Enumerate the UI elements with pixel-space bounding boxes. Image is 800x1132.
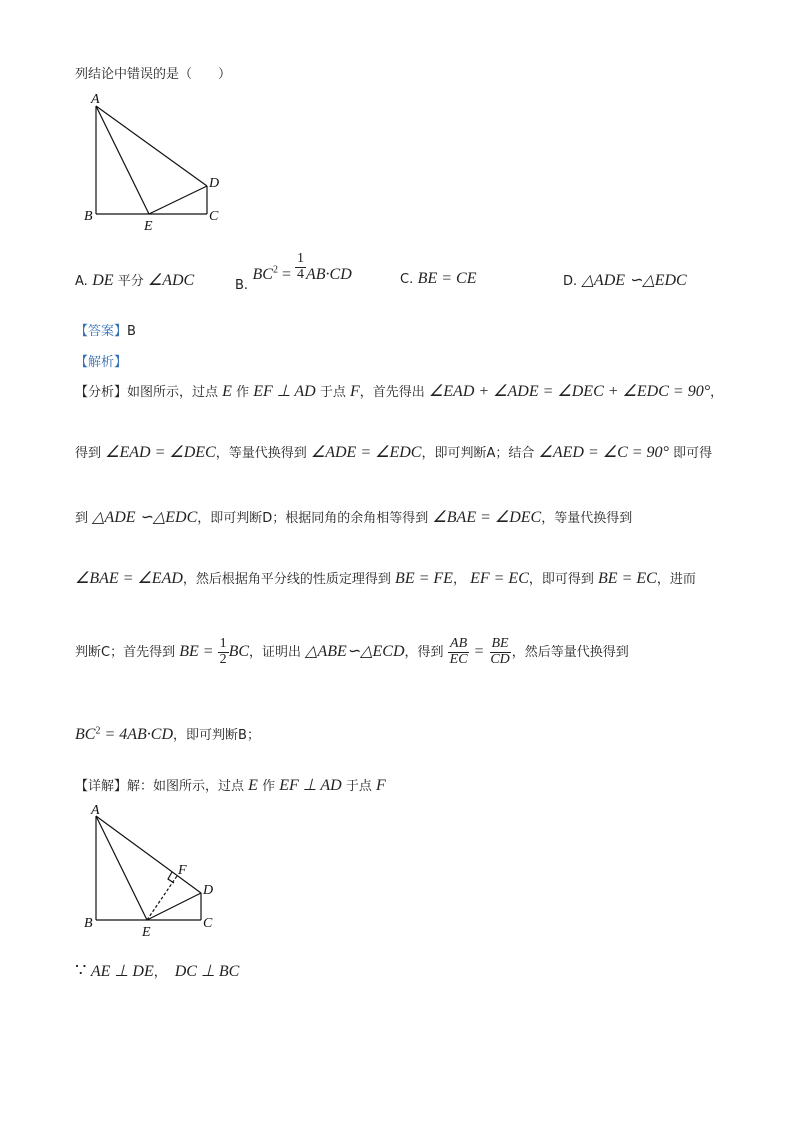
fenxi-line-2: 得到 ∠EAD = ∠DEC，等量代换得到 ∠ADE = ∠EDC，即可判断A；结合 ∠AED = ∠C = 90° 即可得 (75, 444, 713, 461)
option-d: D. △ADE ∽△EDC (563, 272, 687, 289)
label-c: C (203, 916, 213, 931)
segment-ae (96, 816, 147, 920)
label-d: D (203, 883, 214, 898)
label-a: A (91, 92, 100, 107)
label-d: D (209, 176, 220, 191)
label-c: C (209, 209, 219, 224)
fenxi-line-6: $BC^2 = 4AB\cdot CD$，即可判断B； (75, 725, 260, 743)
question-stem: 列结论中错误的是（ ） (75, 67, 232, 82)
fenxi-line-1: 【分析】如图所示，过点 E 作 EF ⊥ AD 于点 F，首先得出 ∠EAD + ∠ADE = ∠DEC + ∠EDC = 90°， (75, 383, 724, 400)
segment-ad (96, 816, 201, 893)
segment-ad (96, 106, 207, 186)
label-f: F (178, 863, 187, 878)
segment-ae (96, 106, 149, 214)
analysis-heading: 【解析】 (75, 355, 128, 370)
option-c: C. BE = CE (400, 270, 477, 287)
fenxi-line-4: ∠BAE = ∠EAD，然后根据角平分线的性质定理得到 BE = FE， EF = EC，即可得到 BE = EC，进而 (75, 570, 696, 587)
label-b: B (84, 209, 93, 224)
label-a: A (91, 803, 100, 818)
fenxi-line-3: 到 △ADE ∽△EDC，即可判断D；根据同角的余角相等得到 ∠BAE = ∠DEC，等量代换得到 (75, 509, 633, 526)
option-a: A. DE 平分 ∠ADC (75, 272, 195, 289)
segment-ed (147, 893, 201, 920)
figure-1 (80, 88, 230, 236)
label-b: B (84, 916, 93, 931)
because-line: ∵ AE ⊥ DE， DC ⊥ BC (75, 960, 240, 981)
xiangjie-line: 【详解】解：如图所示，过点 E 作 EF ⊥ AD 于点 F (75, 777, 386, 794)
fenxi-line-5: 判断C；首先得到 BE = $\frac{1}{2}$ BC，证明出 △ABE∽△ECD，得到 $\frac{AB}{EC}$ = $\frac{BE}{CD}$ ，然后等量代换得到 (75, 636, 629, 667)
figure-2 (80, 800, 230, 942)
answer-line: 【答案】B (75, 324, 136, 339)
label-e: E (144, 219, 153, 234)
segment-ed (149, 186, 207, 214)
label-e: E (142, 925, 151, 940)
option-b: B. $BC^2$ = $\frac{1}{4}$ AB·CD (235, 251, 352, 294)
